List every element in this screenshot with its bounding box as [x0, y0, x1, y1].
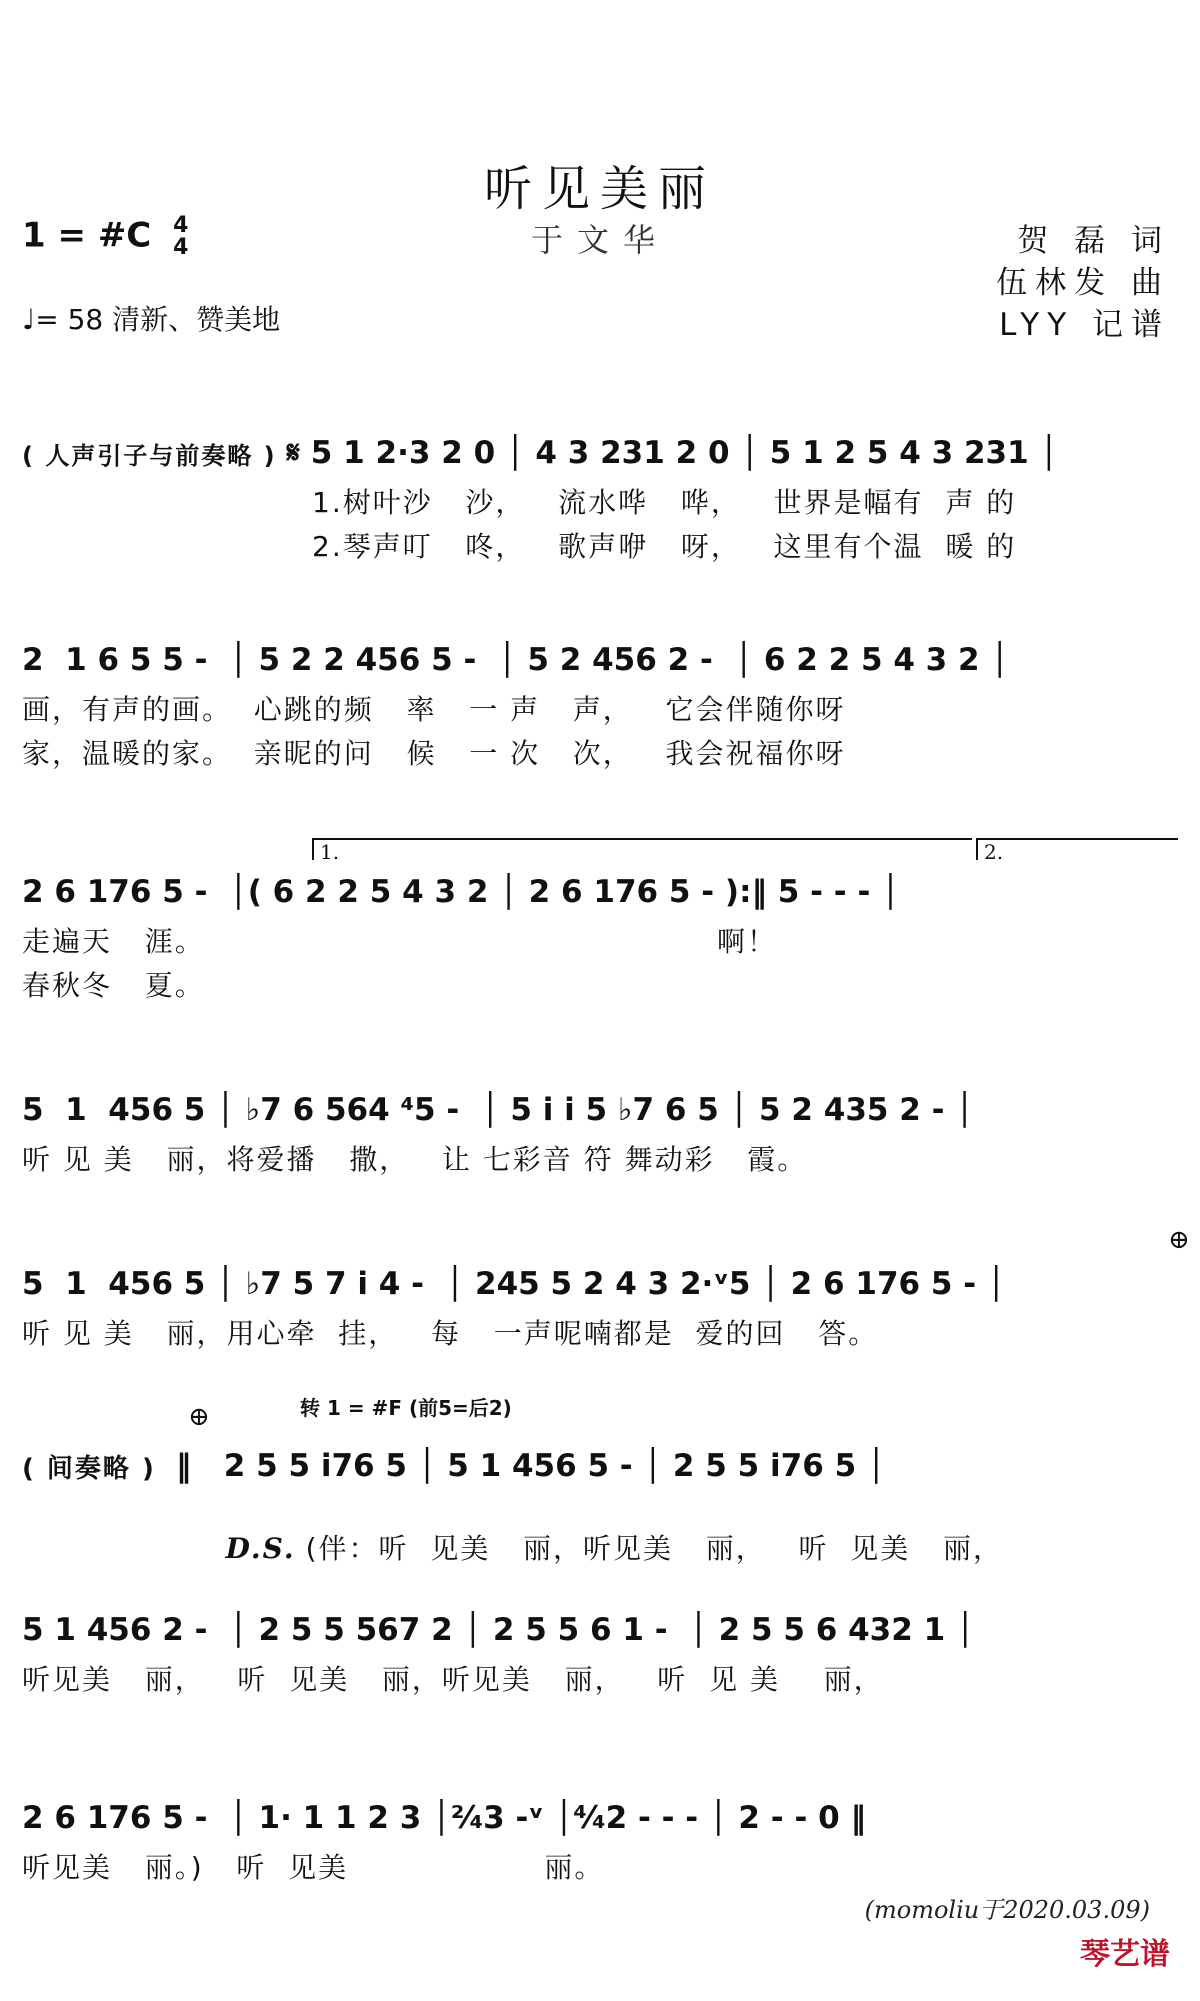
lyrics-verse-2: 家，温暖的家。 亲昵的问 候 一 次 次， 我会祝福你呀: [22, 737, 846, 770]
notes-line: 𝄋 5 1 2·3 2 0 │ 4 3 231 2 0 │ 5 1 2 5 4 3 231 │: [286, 434, 1059, 471]
score-row-6: [22, 1438, 1182, 1600]
lyrics-line: 听 见 美 丽，用心牵 挂， 每 一声呢喃都是 爱的回 答。: [22, 1317, 879, 1350]
volta-1-label: 1.: [320, 840, 340, 864]
time-sig-top: 4: [173, 213, 189, 238]
lyrics-line: 听见美 丽， 听 见美 丽，听见美 丽， 听 见 美 丽，: [22, 1663, 884, 1696]
notes-line: 2 6 176 5 - │ 1· 1 1 2 3 │²⁄₄3 -ᵛ │⁴⁄₄2 - - - │ 2 - - 0 ‖: [22, 1800, 866, 1836]
singer-name: 于文华: [530, 221, 669, 259]
volta-2-label: 2.: [984, 840, 1004, 864]
key-signature: [22, 215, 188, 259]
modulation-marking: 转 1 = #F (前5=后2): [300, 1396, 512, 1420]
score-row-2: [22, 632, 1182, 772]
interlude-note: ( 间奏略 ): [22, 1453, 156, 1484]
volta-1-bracket: [312, 838, 972, 864]
coda-sign: ⊕: [188, 1402, 210, 1432]
dal-segno-mark: D.S.: [225, 1532, 296, 1565]
composer-credit: 伍林发 曲: [996, 265, 1170, 301]
score-row-8: [22, 1790, 1182, 1886]
lyrics-line: 听 见 美 丽，将爱播 撒， 让 七彩音 符 舞动彩 霞。: [22, 1143, 808, 1176]
transcriber-credit: LYY 记谱: [999, 307, 1170, 343]
score-row-4: [22, 1082, 1182, 1178]
site-watermark: 琴艺谱: [1080, 1937, 1170, 1972]
notes-line: 2 6 176 5 - │( 6 2 2 5 4 3 2 │ 2 6 176 5 - ):‖ 5 - - - │: [22, 874, 900, 910]
notes-line: ‖ 2 5 5 i76 5 │ 5 1 456 5 - │ 2 5 5 i76 5 │: [175, 1448, 886, 1484]
lyrics-verse-2: 2.琴声叮 咚， 歌声咿 呀， 这里有个温 暖 的: [312, 530, 1017, 563]
intro-note: ( 人声引子与前奏略 ): [22, 441, 277, 470]
lyrics-verse-2: 春秋冬 夏。: [22, 969, 205, 1002]
time-sig-bottom: 4: [173, 235, 189, 260]
lyrics-verse-1: 1.树叶沙 沙， 流水哗 哗， 世界是幅有 声 的: [312, 486, 1017, 519]
notes-line: 5 1 456 2 - │ 2 5 5 567 2 │ 2 5 5 6 1 - │ 2 5 5 6 432 1 │: [22, 1612, 975, 1648]
coda-sign: ⊕: [1168, 1225, 1190, 1255]
lyrics-line: 听见美 丽。) 听 见美 丽。: [22, 1851, 605, 1884]
time-signature: [173, 215, 188, 259]
page-title: 听见美丽: [483, 161, 716, 217]
tempo-marking: ♩= 58 清新、赞美地: [22, 303, 281, 336]
lyrics-verse-1: 画，有声的画。 心跳的频 率 一 声 声， 它会伴随你呀: [22, 693, 846, 726]
score-row-3: [22, 864, 1182, 1004]
notes-line: 2 1 6 5 5 - │ 5 2 2 456 5 - │ 5 2 456 2 - │ 6 2 2 5 4 3 2 │: [22, 642, 1010, 678]
notes-line: 5 1 456 5 │ ♭7 6 564 ⁴5 - │ 5 i i 5 ♭7 6 5 │ 5 2 435 2 - │: [22, 1092, 974, 1128]
key-label: 1 = #C: [22, 215, 152, 256]
volta-2-bracket: [976, 838, 1178, 864]
lyrics-line: (伴：听 见美 丽，听见美 丽， 听 见美 丽，: [305, 1532, 1003, 1565]
score-row-7: [22, 1602, 1182, 1698]
score-row-1: [22, 425, 1182, 565]
notes-line: 5 1 456 5 │ ♭7 5 7 i 4 - │ 245 5 2 4 3 2·ᵛ5 │ 2 6 176 5 - │: [22, 1266, 1006, 1302]
score-row-5: [22, 1256, 1182, 1352]
lyrics-verse-1: 走遍天 涯。 啊！: [22, 925, 778, 958]
lyricist-credit: 贺 磊 词: [1017, 223, 1170, 259]
transcriber-signature: (momoliu于2020.03.09): [864, 1896, 1150, 1924]
